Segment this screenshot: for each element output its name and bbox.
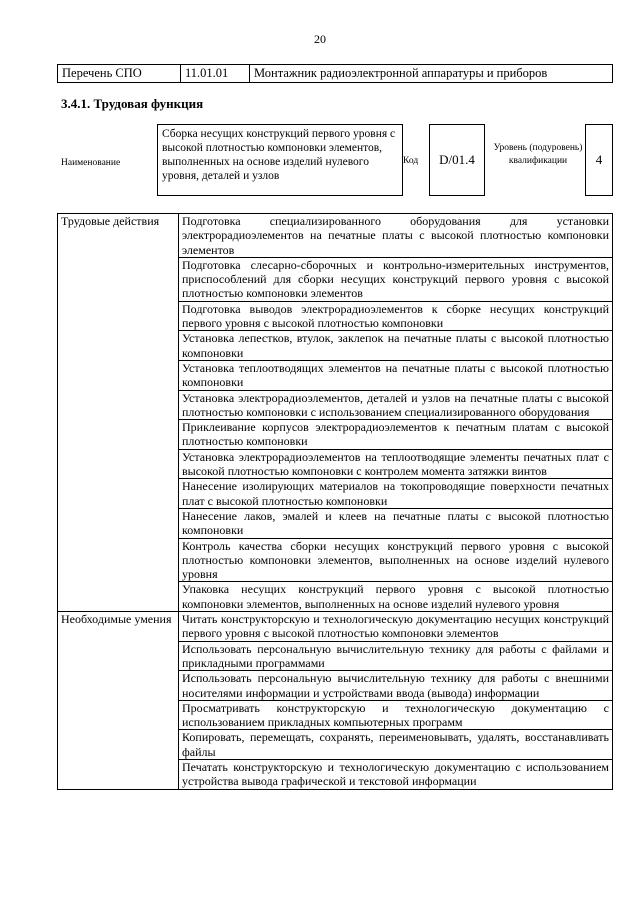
- row-item: Упаковка несущих конструкций первого уровня с высокой плотностью компоновки элементов, выполненных на основе изделий нулевого уровня: [179, 582, 613, 612]
- row-category: Необходимые умения: [58, 612, 179, 790]
- perechen-table: [57, 64, 613, 83]
- name-label: Наименование: [61, 158, 121, 168]
- level-label: Уровень (подуровень) квалификации: [493, 143, 583, 166]
- function-header: [57, 124, 613, 206]
- row-item: Подготовка слесарно-сборочных и контрольно-измерительных инструментов, приспособлений для сборки несущих конструкций первого уровня с высокой плотностью компоновки элементов: [179, 257, 613, 301]
- row-item: Установка электрорадиоэлементов, деталей и узлов на печатные платы с высокой плотностью компоновки с использованием специализированного оборудования: [179, 390, 613, 420]
- perechen-code: 11.01.01: [181, 65, 250, 83]
- row-item: Приклеивание корпусов электрорадиоэлементов к печатным платам с высокой плотностью компоновки: [179, 420, 613, 450]
- function-name: Сборка несущих конструкций первого уровня с высокой плотностью компоновки элементов, выполненных на основе изделий нулевого уровня, деталей и узлов: [157, 124, 403, 196]
- row-item: Контроль качества сборки несущих конструкций первого уровня с высокой плотностью компоновки элементов, выполненных на основе изделий нулевого уровня: [179, 538, 613, 582]
- function-code: D/01.4: [429, 124, 485, 196]
- row-item: Установка лепестков, втулок, заклепок на печатные платы с высокой плотностью компоновки: [179, 331, 613, 361]
- function-details-table: [57, 213, 613, 790]
- row-item: Просматривать конструкторскую и технологическую документацию с использованием прикладных компьютерных программ: [179, 700, 613, 730]
- code-label: Код: [403, 156, 419, 166]
- row-item: Копировать, перемещать, сохранять, переименовывать, удалять, восстанавливать файлы: [179, 730, 613, 760]
- row-item: Установка электрорадиоэлементов на теплоотводящие элементы печатных плат с высокой плотностью компоновки с контролем момента затяжки винтов: [179, 449, 613, 479]
- row-item: Установка теплоотводящих элементов на печатные платы с высокой плотностью компоновки: [179, 360, 613, 390]
- row-item: Печатать конструкторскую и технологическую документацию с использованием устройства вывода графической и текстовой информации: [179, 759, 613, 789]
- table-row: [58, 214, 613, 258]
- row-item: Подготовка специализированного оборудования для установки электрорадиоэлементов на печатные платы с высокой плотностью компоновки элементов: [179, 214, 613, 258]
- row-item: Нанесение лаков, эмалей и клеев на печатные платы с высокой плотностью компоновки: [179, 508, 613, 538]
- page-number: 20: [314, 32, 326, 46]
- row-item: Читать конструкторскую и технологическую документацию несущих конструкций первого уровня с высокой плотностью компоновки элементов: [179, 612, 613, 642]
- row-item: Нанесение изолирующих материалов на токопроводящие поверхности печатных плат с высокой плотностью компоновки: [179, 479, 613, 509]
- section-title: 3.4.1. Трудовая функция: [61, 96, 204, 111]
- row-item: Использовать персональную вычислительную технику для работы с файлами и прикладными программами: [179, 641, 613, 671]
- row-category: Трудовые действия: [58, 214, 179, 612]
- row-item: Использовать персональную вычислительную технику для работы с внешними носителями информации и устройствами ввода (вывода) информации: [179, 671, 613, 701]
- perechen-label: Перечень СПО: [58, 65, 181, 83]
- function-level: 4: [585, 124, 613, 196]
- table-row: [58, 612, 613, 642]
- perechen-name: Монтажник радиоэлектронной аппаратуры и приборов: [250, 65, 613, 83]
- row-item: Подготовка выводов электрорадиоэлементов к сборке несущих конструкций первого уровня с высокой плотностью компоновки: [179, 301, 613, 331]
